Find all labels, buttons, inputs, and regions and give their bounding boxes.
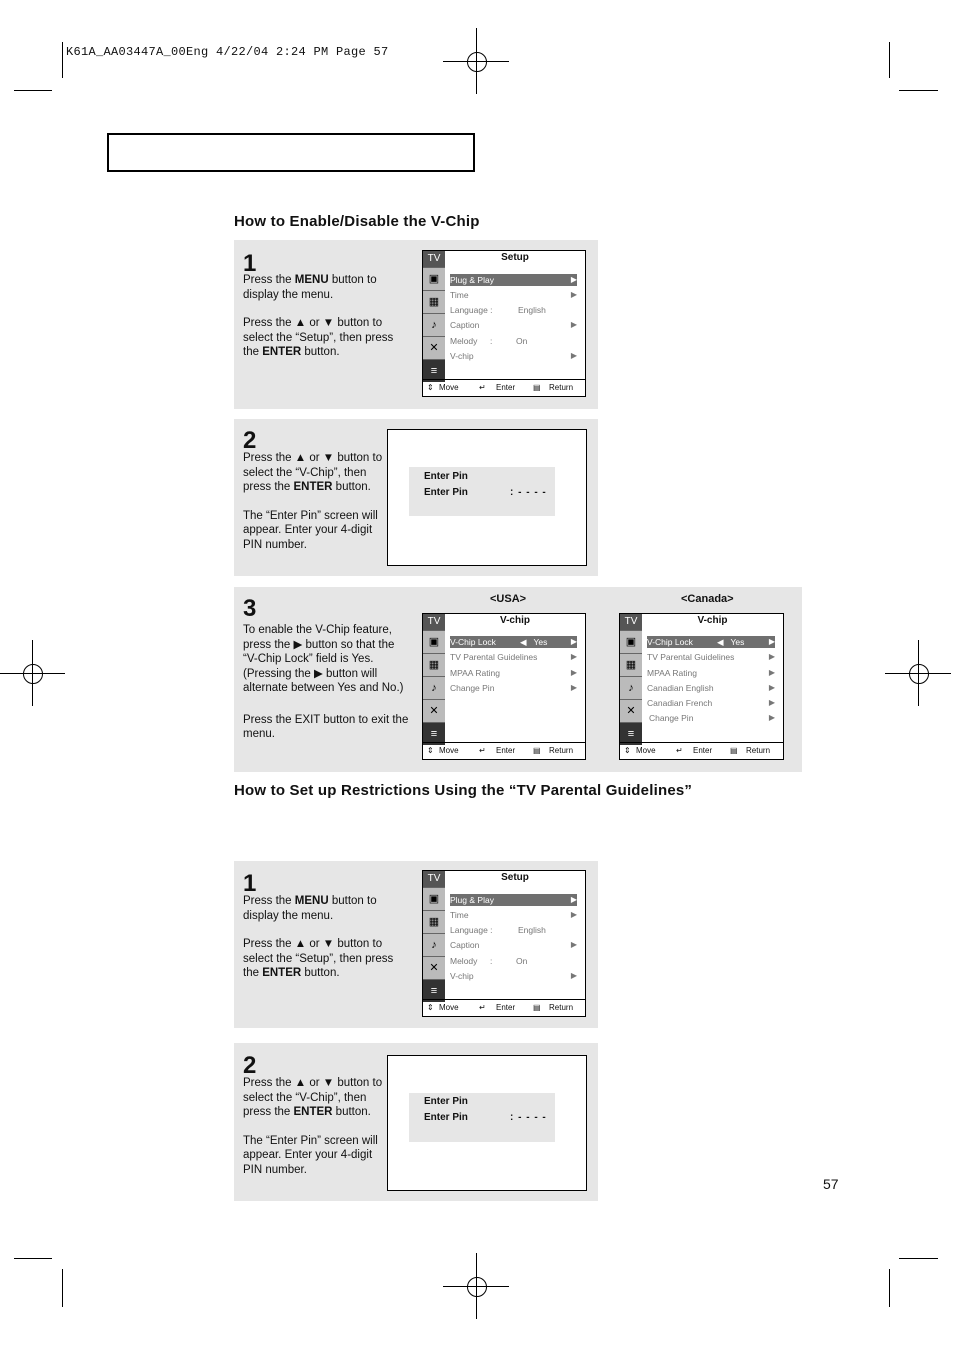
right-arrow-icon: ▶ bbox=[768, 683, 775, 692]
crop-mark bbox=[14, 90, 52, 91]
vchip-usa-osd-screen bbox=[422, 613, 586, 760]
right-arrow-icon: ▶ bbox=[570, 652, 577, 661]
step-number: 1 bbox=[243, 870, 257, 897]
registration-mark bbox=[19, 660, 47, 688]
move-icon: ⇕ bbox=[427, 383, 434, 392]
osd-row: MPAA Rating ▶ bbox=[450, 668, 577, 678]
osd-row: Change Pin ▶ bbox=[450, 683, 577, 693]
pin-label: Enter Pin bbox=[424, 487, 468, 498]
step-panel bbox=[234, 587, 802, 772]
right-arrow-icon: ▶ bbox=[570, 895, 577, 904]
osd-row: Melody : On bbox=[450, 956, 528, 966]
registration-mark bbox=[463, 1273, 491, 1301]
setup-icon: ≡ bbox=[423, 359, 445, 382]
page-number: 57 bbox=[823, 1176, 839, 1192]
pin-input[interactable]: : - - - - bbox=[510, 1112, 547, 1123]
step-number: 2 bbox=[243, 427, 257, 454]
move-icon: ⇕ bbox=[624, 746, 631, 755]
right-arrow-icon: ▶ bbox=[570, 351, 577, 360]
channel-icon: ▦ bbox=[423, 910, 445, 933]
return-icon: ▤ bbox=[533, 1003, 541, 1012]
right-arrow-icon: ▶ bbox=[570, 940, 577, 949]
right-arrow-icon: ▶ bbox=[570, 637, 577, 646]
step-text bbox=[243, 1076, 383, 1191]
antenna-icon: ✕ bbox=[620, 699, 642, 722]
osd-title: Setup bbox=[501, 252, 529, 263]
pin-label: Enter Pin bbox=[424, 1112, 468, 1123]
osd-row: Caption ▶ bbox=[450, 940, 577, 950]
osd-footer: ⇕ Move ↵ Enter ▤ Return bbox=[423, 999, 585, 1016]
right-arrow-icon: ▶ bbox=[768, 668, 775, 677]
right-arrow-icon: ▶ bbox=[570, 320, 577, 329]
osd-row: Plug & Play ▶ bbox=[450, 895, 577, 905]
osd-footer: ⇕ Move ↵ Enter ▤ Return bbox=[423, 379, 585, 396]
picture-icon: ▣ bbox=[423, 267, 445, 290]
osd-row: Time ▶ bbox=[450, 290, 577, 300]
osd-row: Caption ▶ bbox=[450, 320, 577, 330]
osd-row: TV Parental Guidelines ▶ bbox=[450, 652, 577, 662]
crop-mark bbox=[14, 1258, 52, 1259]
osd-footer: ⇕ Move ↵ Enter ▤ Return bbox=[620, 742, 783, 759]
move-icon: ⇕ bbox=[427, 1003, 434, 1012]
step-paragraph: Press the MENU button to display the menu. bbox=[243, 895, 377, 922]
enter-icon: ↵ bbox=[676, 746, 683, 755]
picture-icon: ▣ bbox=[620, 630, 642, 653]
vchip-canada-osd-screen bbox=[619, 613, 784, 760]
step-paragraph: Press the ▲ or ▼ button to select the “V-Chip”, then press the ENTER button. bbox=[243, 1077, 383, 1118]
osd-row: Change Pin ▶ bbox=[649, 713, 775, 723]
step-text bbox=[243, 894, 411, 995]
crop-mark bbox=[889, 42, 890, 78]
right-arrow-icon: ▶ bbox=[768, 713, 775, 722]
osd-row: Canadian French ▶ bbox=[647, 698, 775, 708]
osd-footer: ⇕ Move ↵ Enter ▤ Return bbox=[423, 742, 585, 759]
enter-pin-screen bbox=[387, 1055, 587, 1191]
osd-sidebar bbox=[423, 251, 445, 378]
osd-row: Language : English bbox=[450, 305, 546, 315]
sound-icon: ♪ bbox=[620, 676, 642, 699]
tv-tab: TV bbox=[620, 614, 642, 630]
setup-icon: ≡ bbox=[423, 722, 445, 745]
channel-icon: ▦ bbox=[423, 290, 445, 313]
step-panel bbox=[234, 419, 598, 576]
right-arrow-icon: ▶ bbox=[570, 683, 577, 692]
antenna-icon: ✕ bbox=[423, 699, 445, 722]
crop-mark bbox=[62, 42, 63, 78]
step-text bbox=[243, 273, 411, 374]
osd-row: V-Chip Lock ◀ Yes ▶ bbox=[647, 637, 775, 647]
setup-osd-screen bbox=[422, 870, 586, 1017]
right-arrow-icon: ▶ bbox=[570, 910, 577, 919]
move-icon: ⇕ bbox=[427, 746, 434, 755]
osd-row: MPAA Rating ▶ bbox=[647, 668, 775, 678]
pin-dialog bbox=[409, 1093, 555, 1142]
pin-input[interactable]: : - - - - bbox=[510, 487, 547, 498]
step-paragraph: Press the ▲ or ▼ button to select the “Setup”, then press the ENTER button. bbox=[243, 938, 394, 979]
right-arrow-icon: ▶ bbox=[570, 290, 577, 299]
tv-tab: TV bbox=[423, 614, 445, 630]
crop-mark bbox=[62, 1269, 63, 1307]
step-paragraph: Press the ▲ or ▼ button to select the “V-Chip”, then press the ENTER button. bbox=[243, 452, 383, 493]
crop-mark bbox=[899, 1258, 938, 1259]
sound-icon: ♪ bbox=[423, 676, 445, 699]
step-number: 2 bbox=[243, 1052, 257, 1079]
region-label-usa: <USA> bbox=[490, 593, 527, 605]
osd-title: V-chip bbox=[697, 615, 728, 626]
step-panel bbox=[234, 240, 598, 409]
right-arrow-icon: ▶ bbox=[768, 652, 775, 661]
return-icon: ▤ bbox=[533, 746, 541, 755]
osd-sidebar bbox=[423, 614, 445, 741]
sound-icon: ♪ bbox=[423, 313, 445, 336]
right-arrow-icon: ▶ bbox=[768, 637, 775, 646]
crop-mark bbox=[889, 1269, 890, 1307]
enter-icon: ↵ bbox=[479, 383, 486, 392]
osd-row: Time ▶ bbox=[450, 910, 577, 920]
step-paragraph: Press the ▲ or ▼ button to select the “Setup”, then press the ENTER button. bbox=[243, 317, 394, 358]
tv-tab: TV bbox=[423, 251, 445, 267]
osd-sidebar bbox=[423, 871, 445, 998]
step-paragraph: Press the EXIT button to exit the menu. bbox=[243, 713, 409, 740]
setup-icon: ≡ bbox=[423, 979, 445, 1002]
print-slug: K61A_AA03447A_00Eng 4/22/04 2:24 PM Page 57 bbox=[66, 45, 389, 59]
step-paragraph: The “Enter Pin” screen will appear. Enter your 4-digit PIN number. bbox=[243, 509, 378, 551]
osd-row: Plug & Play ▶ bbox=[450, 275, 577, 285]
pin-dialog bbox=[409, 467, 555, 516]
right-arrow-icon: ▶ bbox=[570, 971, 577, 980]
right-arrow-icon: ▶ bbox=[768, 698, 775, 707]
step-panel bbox=[234, 1043, 598, 1201]
osd-title: V-chip bbox=[499, 615, 530, 626]
right-arrow-icon: ▶ bbox=[570, 668, 577, 677]
pin-label: Enter Pin bbox=[424, 1096, 468, 1107]
picture-icon: ▣ bbox=[423, 887, 445, 910]
sound-icon: ♪ bbox=[423, 933, 445, 956]
step-text bbox=[243, 623, 411, 756]
channel-icon: ▦ bbox=[620, 653, 642, 676]
enter-icon: ↵ bbox=[479, 746, 486, 755]
osd-row: Melody : On bbox=[450, 336, 528, 346]
step-panel bbox=[234, 861, 598, 1028]
step-paragraph: To enable the V-Chip feature, press the ▶ button so that the “V-Chip Lock” field is Yes. (Pressing the ▶ button will alternate between Yes and No.) bbox=[243, 624, 404, 694]
return-icon: ▤ bbox=[533, 383, 541, 392]
osd-row: V-Chip Lock ◀ Yes ▶ bbox=[450, 637, 577, 647]
step-number: 3 bbox=[243, 595, 257, 622]
region-label-canada: <Canada> bbox=[681, 593, 734, 605]
chapter-header-box bbox=[107, 133, 475, 172]
step-paragraph: Press the MENU button to display the menu. bbox=[243, 274, 377, 301]
registration-mark bbox=[905, 660, 933, 688]
channel-icon: ▦ bbox=[423, 653, 445, 676]
return-icon: ▤ bbox=[730, 746, 738, 755]
tv-tab: TV bbox=[423, 871, 445, 887]
section-heading: How to Enable/Disable the V-Chip bbox=[234, 213, 480, 230]
setup-icon: ≡ bbox=[620, 722, 642, 745]
antenna-icon: ✕ bbox=[423, 336, 445, 359]
step-text bbox=[243, 451, 383, 566]
right-arrow-icon: ▶ bbox=[570, 275, 577, 284]
setup-osd-screen bbox=[422, 250, 586, 397]
osd-row: Language : English bbox=[450, 925, 546, 935]
osd-row: V-chip ▶ bbox=[450, 351, 577, 361]
picture-icon: ▣ bbox=[423, 630, 445, 653]
osd-title: Setup bbox=[501, 872, 529, 883]
osd-row: Canadian English ▶ bbox=[647, 683, 775, 693]
pin-label: Enter Pin bbox=[424, 471, 468, 482]
osd-sidebar bbox=[620, 614, 642, 741]
enter-pin-screen bbox=[387, 429, 587, 566]
antenna-icon: ✕ bbox=[423, 956, 445, 979]
step-number: 1 bbox=[243, 250, 257, 277]
registration-mark bbox=[463, 48, 491, 76]
step-paragraph: The “Enter Pin” screen will appear. Enter your 4-digit PIN number. bbox=[243, 1134, 378, 1176]
section-heading: How to Set up Restrictions Using the “TV Parental Guidelines” bbox=[234, 782, 693, 799]
osd-row: TV Parental Guidelines ▶ bbox=[647, 652, 775, 662]
osd-row: V-chip ▶ bbox=[450, 971, 577, 981]
enter-icon: ↵ bbox=[479, 1003, 486, 1012]
crop-mark bbox=[899, 90, 938, 91]
